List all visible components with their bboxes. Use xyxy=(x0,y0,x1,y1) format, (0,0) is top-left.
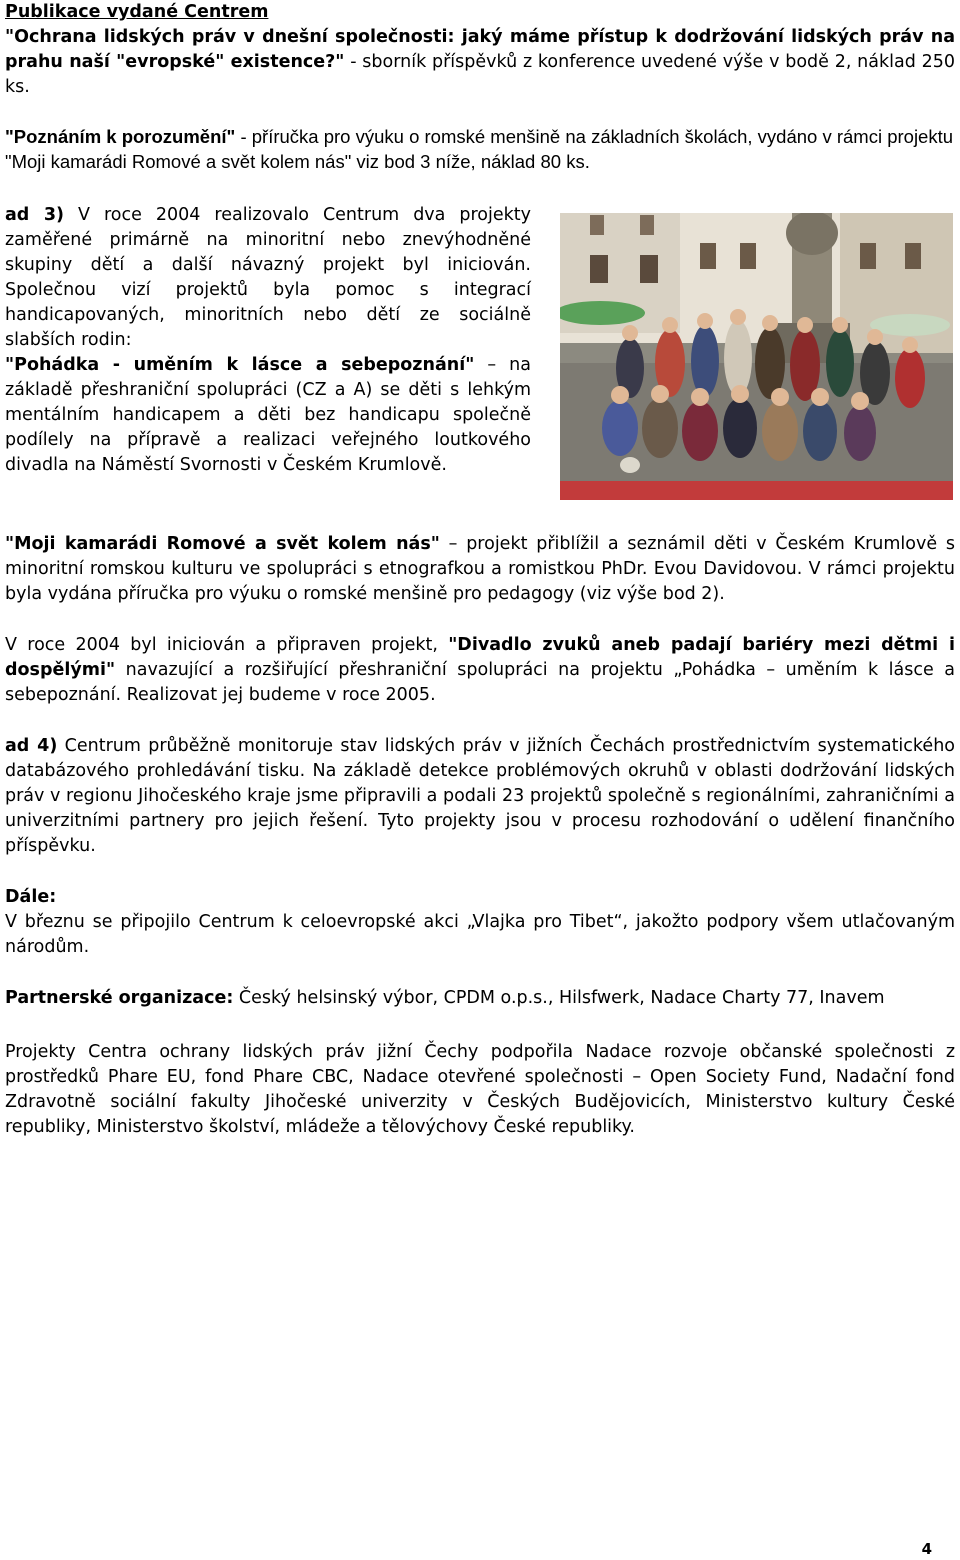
divadlo-text: navazující a rozšiřující přeshraniční spolupráci na projektu „Pohádka – uměním k lásce a sebepoznání. Realizovat jej budeme v roce 2005. xyxy=(5,660,955,705)
romove-text: – projekt přiblížil a seznámil děti v Českém Krumlově s minoritní romskou kulturu ve spolupráci s etnografkou a romistkou PhDr. Evou Davidovou. V rámci projektu byla vydána příručka pro výuku o romské menšině pro pedagogy (viz výše bod 2). xyxy=(5,534,955,604)
ad3-text: V roce 2004 realizovalo Centrum dva projekty zaměřené primárně na minoritní nebo znevýhodněné skupiny dětí a další návazný projekt byl iniciován. Společnou vizí projektů byla pomoc s integrací handicapovaných, minoritních nebo dětí ze sociálně slabších rodin: xyxy=(5,205,531,350)
publication-2-text: - příručka pro výuku o romské menšině na základních školách, vydáno v rámci projektu "Moji kamarádi Romové a svět kolem nás" viz bod 3 níže, náklad 80 ks. xyxy=(5,126,954,172)
partners-paragraph xyxy=(5,986,955,1011)
romove-paragraph xyxy=(5,532,955,607)
publication-1-title: "Ochrana lidských práv v dnešní společnosti: jaký máme přístup k dodržování lidských práv na prahu naší "evropské" existence?" xyxy=(5,27,955,72)
section-title: Publikace vydané Centrem xyxy=(5,2,269,22)
publication-2 xyxy=(5,124,955,174)
ad4-paragraph xyxy=(5,734,955,859)
page-number: 4 xyxy=(921,1540,932,1558)
romove-title: "Moji kamarádi Romové a svět kolem nás" xyxy=(5,534,440,554)
ad3-paragraph xyxy=(5,203,531,478)
support-text: Projekty Centra ochrany lidských práv jižní Čechy podpořila Nadace rozvoje občanské společnosti z prostředků Phare EU, fond Phare CBC, Nadace otevřené společnosti – Open Society Fund, Nadační fond Zdravotně sociální fakulty Jihočeské univerzity v Českých Budějovicích, Ministerstvo kultury České republiky, Ministerstvo školství, mládeže a tělovýchovy České republiky. xyxy=(5,1042,955,1137)
divadlo-title: "Divadlo zvuků aneb padají bariéry mezi dětmi i dospělými" xyxy=(5,635,955,680)
group-photo xyxy=(560,213,953,500)
publication-1 xyxy=(5,25,955,100)
ad4-text: Centrum průběžně monitoruje stav lidských práv v jižních Čechách prostřednictvím systematického databázového prohledávání tisku. Na základě detekce problémových okruhů v oblasti dodržování lidských práv v regionu Jihočeského kraje jsme připravili a podali 23 projektů společně s regionálními, zahraničními a univerzitními partnery pro jejich řešení. Tyto projekty jsou v procesu rozhodování o udělení finančního příspěvku. xyxy=(5,736,955,856)
publication-2-title: "Poznáním k porozumění" xyxy=(5,126,236,147)
divadlo-intro: V roce 2004 byl iniciován a připraven projekt, xyxy=(5,635,449,655)
pohadka-title: "Pohádka - uměním k lásce a sebepoznání" xyxy=(5,355,475,375)
group-photo-icon xyxy=(560,213,953,500)
partners-label: Partnerské organizace: xyxy=(5,988,234,1008)
ad3-label: ad 3) xyxy=(5,205,65,225)
divadlo-paragraph xyxy=(5,633,955,708)
dale-section xyxy=(5,885,955,960)
dale-title: Dále: xyxy=(5,887,57,907)
ad4-label: ad 4) xyxy=(5,736,58,756)
publications-section xyxy=(5,0,955,100)
dale-text: V březnu se připojilo Centrum k celoevropské akci „Vlajka pro Tibet“, jakožto podpory všem utlačovaným národům. xyxy=(5,912,955,957)
partners-text: Český helsinský výbor, CPDM o.p.s., Hilsfwerk, Nadace Charty 77, Inavem xyxy=(233,988,885,1008)
pohadka-text: – na základě přeshraniční spolupráci (CZ a A) se děti s lehkým mentálním handicapem a děti bez handicapu společně podílely na přípravě a realizaci veřejného loutkového divadla na Náměstí Svornosti v Českém Krumlově. xyxy=(5,355,531,475)
publication-1-text: - sborník příspěvků z konference uvedené výše v bodě 2, náklad 250 ks. xyxy=(5,52,955,97)
support-paragraph xyxy=(5,1040,955,1140)
